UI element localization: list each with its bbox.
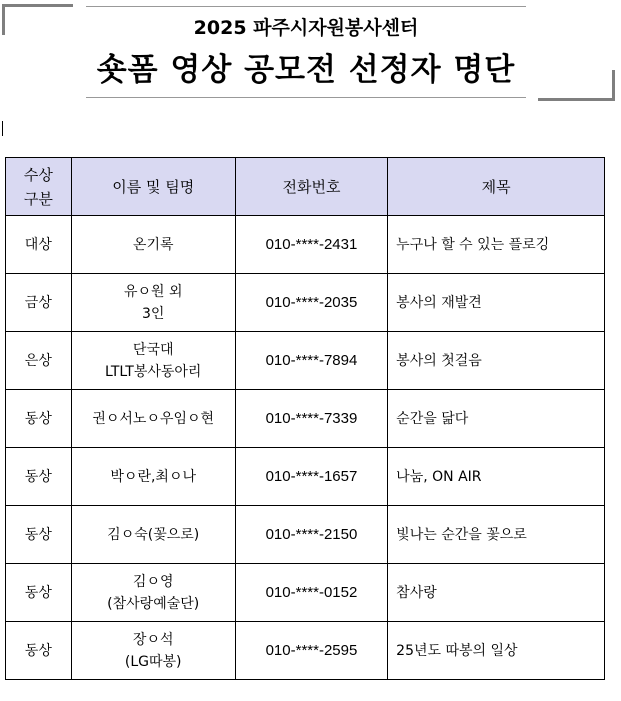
header-award: 수상 구분: [6, 158, 72, 216]
table-row: [6, 564, 605, 622]
phone-cell: 010-****-7894: [235, 332, 387, 390]
name-cell: 김ㅇ숙(꽃으로): [71, 506, 235, 564]
phone-cell: 010-****-2595: [235, 622, 387, 680]
name-cell: 온기록: [71, 216, 235, 274]
page-subtitle: 2025 파주시자원봉사센터: [193, 17, 419, 39]
page-title: 숏폼 영상 공모전 선정자 명단: [96, 52, 516, 88]
corner-bracket-bottom-right: [538, 70, 615, 101]
header-title: 제목: [388, 158, 605, 216]
award-cell: 대상: [6, 216, 72, 274]
title-box: [86, 6, 526, 98]
name-cell: 박ㅇ란,최ㅇ나: [71, 448, 235, 506]
name-cell: 단국대 LTLT봉사동아리: [71, 332, 235, 390]
table-row: [6, 332, 605, 390]
name-cell: 장ㅇ석 (LG따봉): [71, 622, 235, 680]
name-cell: 유ㅇ원 외 3인: [71, 274, 235, 332]
table-row: [6, 274, 605, 332]
title-cell: 봉사의 재발견: [388, 274, 605, 332]
winners-table: [5, 157, 605, 680]
text-cursor: [2, 121, 3, 136]
phone-cell: 010-****-1657: [235, 448, 387, 506]
table-row: [6, 506, 605, 564]
table-header-row: [6, 158, 605, 216]
award-cell: 동상: [6, 506, 72, 564]
header-name: 이름 및 팀명: [71, 158, 235, 216]
title-cell: 나눔, ON AIR: [388, 448, 605, 506]
award-cell: 동상: [6, 622, 72, 680]
title-cell: 25년도 따봉의 일상: [388, 622, 605, 680]
title-cell: 참사랑: [388, 564, 605, 622]
header-phone: 전화번호: [235, 158, 387, 216]
table-row: [6, 390, 605, 448]
table-row: [6, 216, 605, 274]
award-cell: 은상: [6, 332, 72, 390]
title-cell: 순간을 닮다: [388, 390, 605, 448]
award-cell: 동상: [6, 390, 72, 448]
name-cell: 김ㅇ영 (참사랑예술단): [71, 564, 235, 622]
title-cell: 누구나 할 수 있는 플로깅: [388, 216, 605, 274]
award-cell: 동상: [6, 448, 72, 506]
table-row: [6, 622, 605, 680]
award-cell: 동상: [6, 564, 72, 622]
phone-cell: 010-****-7339: [235, 390, 387, 448]
name-cell: 권ㅇ서노ㅇ우임ㅇ현: [71, 390, 235, 448]
phone-cell: 010-****-2150: [235, 506, 387, 564]
phone-cell: 010-****-2035: [235, 274, 387, 332]
phone-cell: 010-****-2431: [235, 216, 387, 274]
corner-bracket-top-left: [2, 4, 73, 35]
title-cell: 빛나는 순간을 꽃으로: [388, 506, 605, 564]
award-cell: 금상: [6, 274, 72, 332]
phone-cell: 010-****-0152: [235, 564, 387, 622]
table-row: [6, 448, 605, 506]
title-cell: 봉사의 첫걸음: [388, 332, 605, 390]
